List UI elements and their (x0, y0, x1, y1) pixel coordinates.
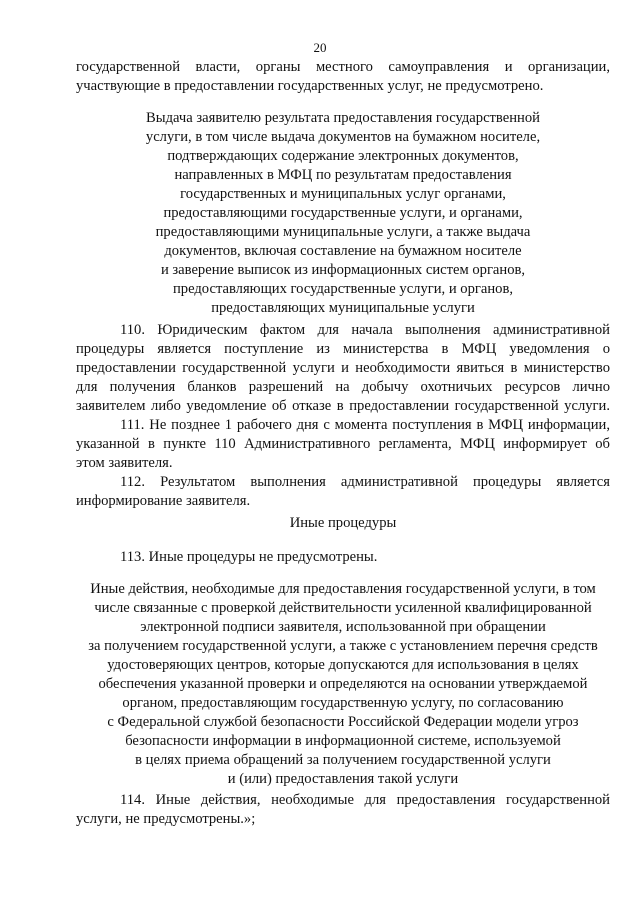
heading-line: направленных в МФЦ по результатам предоставления (174, 167, 512, 183)
paragraph-114 (76, 791, 610, 829)
paragraph-111 (76, 416, 610, 473)
text-line: 114. Иные действия, необходимые для предоставления государственной (120, 792, 610, 808)
heading-line: органом, предоставляющим государственную услугу, по согласованию (122, 695, 564, 711)
heading-line: числе связанные с проверкой действительности усиленной квалифицированной (94, 600, 592, 616)
heading-line: и заверение выписок из информационных систем органов, (160, 262, 526, 278)
text-line: процедуры является поступление из министерства в МФЦ уведомления о (76, 341, 610, 357)
heading-line: за получением государственной услуги, а также с установлением перечня средств (88, 638, 598, 654)
text-line: для получения бланков разрешений на добычу охотничьих ресурсов лично (76, 379, 610, 395)
text-line: предоставлении государственной услуги и необходимости явиться в министерство (76, 360, 610, 376)
heading-line: предоставляющих муниципальные услуги (211, 300, 475, 316)
text-line: 111. Не позднее 1 рабочего дня с момента поступления в МФЦ информации, (120, 417, 610, 433)
heading-line: в целях приема обращений за получением государственной услуги (135, 752, 551, 768)
text-line: информирование заявителя. (76, 493, 251, 509)
page-number: 20 (313, 40, 327, 55)
heading-line: подтверждающих содержание электронных документов, (167, 148, 519, 164)
section-heading-other-actions (66, 580, 620, 789)
heading-line: обеспечения указанной проверки и определяются на основании утверждаемой (98, 676, 588, 692)
heading-line: государственных и муниципальных услуг органами, (180, 186, 506, 202)
heading-line: Иные действия, необходимые для предоставления государственной услуги, в том (90, 581, 596, 597)
heading-line: документов, включая составление на бумажном носителе (164, 243, 522, 259)
heading-line: и (или) предоставления такой услуги (227, 771, 459, 787)
heading-line: предоставляющими муниципальные услуги, а также выдача (155, 224, 531, 240)
text-line: государственной власти, органы местного самоуправления и организации, (76, 59, 610, 75)
heading-line: предоставляющими государственные услуги, и органами, (163, 205, 523, 221)
heading-line: с Федеральной службой безопасности Российской Федерации модели угроз (107, 714, 579, 730)
heading-line: электронной подписи заявителя, использованной при обращении (140, 619, 546, 635)
text-line: заявителем либо уведомление об отказе в предоставлении государственной услуги. (76, 398, 610, 414)
intro-paragraph (76, 58, 610, 96)
text-line: указанной в пункте 110 Административного регламента, МФЦ информирует об (76, 436, 610, 452)
text-line: 112. Результатом выполнения административной процедуры является (120, 474, 610, 490)
heading-line: Выдача заявителю результата предоставления государственной (146, 110, 540, 126)
text-line: 110. Юридическим фактом для начала выполнения административной (120, 322, 610, 338)
text-line: 113. Иные процедуры не предусмотрены. (120, 549, 378, 565)
paragraph-113 (76, 548, 610, 567)
text-line: услуги, не предусмотрены.»; (76, 811, 256, 827)
heading-line: удостоверяющих центров, которые допускаются для использования в целях (107, 657, 579, 673)
text-line: участвующие в предоставлении государственных услуг, не предусмотрено. (76, 78, 544, 94)
heading-line: услуги, в том числе выдача документов на бумажном носителе, (145, 129, 541, 145)
paragraph-110 (76, 321, 610, 416)
text-line: этом заявителя. (76, 455, 173, 471)
heading-line: предоставляющих государственные услуги, и органов, (172, 281, 514, 297)
section-heading-other: Иные процедуры (289, 515, 397, 531)
section-heading-issuance (96, 109, 590, 318)
heading-line: безопасности информации в информационной системе, используемой (125, 733, 561, 749)
paragraph-112 (76, 473, 610, 511)
